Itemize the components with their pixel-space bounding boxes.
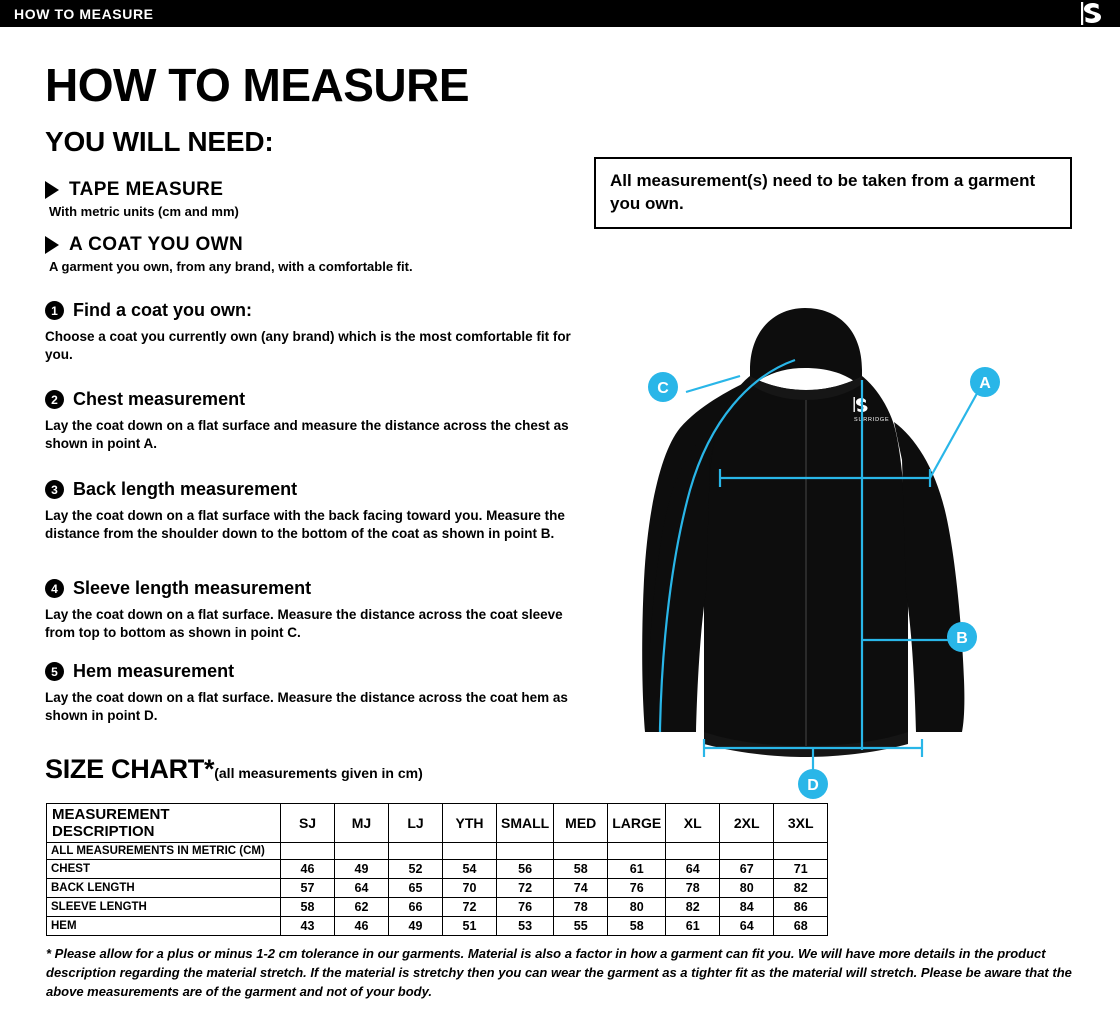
cell: 51 (443, 917, 497, 936)
metric-note: ALL MEASUREMENTS IN METRIC (CM) (47, 843, 281, 860)
brand-text: SURRIDGE (854, 417, 890, 423)
cell: 72 (497, 879, 554, 898)
empty-cell (443, 843, 497, 860)
step-body: Lay the coat down on a flat surface. Measure the distance across the coat sleeve from top to bottom as shown in point C. (45, 607, 563, 641)
need-title: TAPE MEASURE (69, 179, 224, 200)
table-row (47, 898, 828, 917)
step-title: Hem measurement (73, 661, 235, 681)
cell: 80 (608, 898, 666, 917)
triangle-bullet-icon (45, 236, 59, 254)
step-title: Back length measurement (73, 479, 298, 499)
cell: 49 (335, 860, 389, 879)
cell: 52 (389, 860, 443, 879)
marker-a (970, 367, 1000, 397)
marker-d (798, 769, 828, 799)
cell: 64 (666, 860, 720, 879)
step-4 (45, 578, 585, 642)
table-row (47, 879, 828, 898)
column-header: XL (666, 804, 720, 843)
cell: 70 (443, 879, 497, 898)
svg-text:D: D (807, 777, 819, 794)
step-body: Choose a coat you currently own (any brand) which is the most comfortable fit for you. (45, 329, 571, 363)
empty-cell (720, 843, 774, 860)
cell: 76 (497, 898, 554, 917)
marker-c (648, 372, 678, 402)
need-item-tape-measure (45, 179, 239, 219)
need-subtitle: A garment you own, from any brand, with a comfortable fit. (49, 259, 413, 274)
cell: 58 (608, 917, 666, 936)
cell: 61 (666, 917, 720, 936)
need-subtitle: With metric units (cm and mm) (49, 204, 239, 219)
step-body: Lay the coat down on a flat surface. Measure the distance across the coat hem as shown in point D. (45, 690, 568, 724)
size-chart-star: * (204, 754, 215, 784)
empty-cell (497, 843, 554, 860)
step-2 (45, 389, 585, 453)
step-title: Sleeve length measurement (73, 578, 312, 598)
table-row (47, 917, 828, 936)
cell: 78 (554, 898, 608, 917)
cell: 80 (720, 879, 774, 898)
table-row (47, 860, 828, 879)
row-label: SLEEVE LENGTH (47, 898, 281, 917)
table-header-row (47, 804, 828, 843)
cell: 62 (335, 898, 389, 917)
top-bar-title: HOW TO MEASURE (14, 6, 154, 22)
cell: 46 (281, 860, 335, 879)
step-number: 5 (45, 662, 64, 681)
column-header: SJ (281, 804, 335, 843)
table-row-metric-note (47, 843, 828, 860)
row-label: CHEST (47, 860, 281, 879)
cell: 64 (720, 917, 774, 936)
cell: 65 (389, 879, 443, 898)
footnote: * Please allow for a plus or minus 1-2 cm tolerance in our garments. Material is also a factor in how a garment can fit you. We will have more details in the product description regarding the material stretch. If the material is stretchy then you can wear the garment as a tighter fit as the material will stretch. Please be aware that the above measurements are of the garment and not of your body. (46, 946, 1072, 999)
cell: 56 (497, 860, 554, 879)
jacket-shape (642, 308, 964, 757)
cell: 58 (554, 860, 608, 879)
column-header-description: MEASUREMENT DESCRIPTION (47, 804, 281, 843)
cell: 66 (389, 898, 443, 917)
size-chart-table (46, 803, 828, 936)
cell: 57 (281, 879, 335, 898)
cell: 54 (443, 860, 497, 879)
triangle-bullet-icon (45, 181, 59, 199)
cell: 74 (554, 879, 608, 898)
step-3 (45, 479, 585, 543)
column-header: 2XL (720, 804, 774, 843)
garment-diagram (600, 280, 1070, 800)
column-header: SMALL (497, 804, 554, 843)
cell: 71 (774, 860, 828, 879)
top-bar (0, 0, 1120, 27)
cell: 82 (666, 898, 720, 917)
empty-cell (666, 843, 720, 860)
row-label: BACK LENGTH (47, 879, 281, 898)
column-header: YTH (443, 804, 497, 843)
cell: 86 (774, 898, 828, 917)
cell: 55 (554, 917, 608, 936)
cell: 46 (335, 917, 389, 936)
cell: 76 (608, 879, 666, 898)
empty-cell (608, 843, 666, 860)
step-number: 2 (45, 390, 64, 409)
need-item-coat (45, 234, 413, 274)
cell: 72 (443, 898, 497, 917)
step-number: 3 (45, 480, 64, 499)
svg-text:A: A (979, 375, 991, 392)
cell: 68 (774, 917, 828, 936)
you-will-need-heading: YOU WILL NEED: (45, 126, 274, 157)
cell: 64 (335, 879, 389, 898)
empty-cell (281, 843, 335, 860)
cell: 49 (389, 917, 443, 936)
step-body: Lay the coat down on a flat surface with the back facing toward you. Measure the distance from the shoulder down to the bottom of the coat as shown in point B. (45, 508, 565, 542)
step-title: Chest measurement (73, 389, 246, 409)
cell: 43 (281, 917, 335, 936)
svg-text:C: C (657, 380, 669, 397)
empty-cell (335, 843, 389, 860)
cell: 61 (608, 860, 666, 879)
size-chart-title-text: SIZE CHART (45, 754, 205, 784)
marker-b (947, 622, 977, 652)
row-label: HEM (47, 917, 281, 936)
step-title: Find a coat you own: (73, 300, 252, 320)
cell: 58 (281, 898, 335, 917)
empty-cell (554, 843, 608, 860)
step-5 (45, 661, 585, 725)
step-body: Lay the coat down on a flat surface and measure the distance across the chest as shown in point A. (45, 418, 569, 452)
callout-text: All measurement(s) need to be taken from a garment you own. (610, 171, 1036, 213)
empty-cell (389, 843, 443, 860)
column-header: 3XL (774, 804, 828, 843)
cell: 78 (666, 879, 720, 898)
step-1 (45, 300, 585, 364)
size-chart-subtitle: (all measurements given in cm) (214, 765, 423, 781)
size-chart-title (45, 754, 423, 785)
cell: 82 (774, 879, 828, 898)
svg-text:B: B (956, 630, 968, 647)
empty-cell (774, 843, 828, 860)
cell: 67 (720, 860, 774, 879)
column-header: MED (554, 804, 608, 843)
column-header: LARGE (608, 804, 666, 843)
callout-box (594, 157, 1072, 229)
step-number: 4 (45, 579, 64, 598)
cell: 84 (720, 898, 774, 917)
column-header: MJ (335, 804, 389, 843)
column-header: LJ (389, 804, 443, 843)
step-number: 1 (45, 301, 64, 320)
cell: 53 (497, 917, 554, 936)
need-title: A COAT YOU OWN (69, 234, 244, 255)
page-title: HOW TO MEASURE (45, 59, 470, 111)
surridge-logo-icon (1074, 1, 1110, 26)
